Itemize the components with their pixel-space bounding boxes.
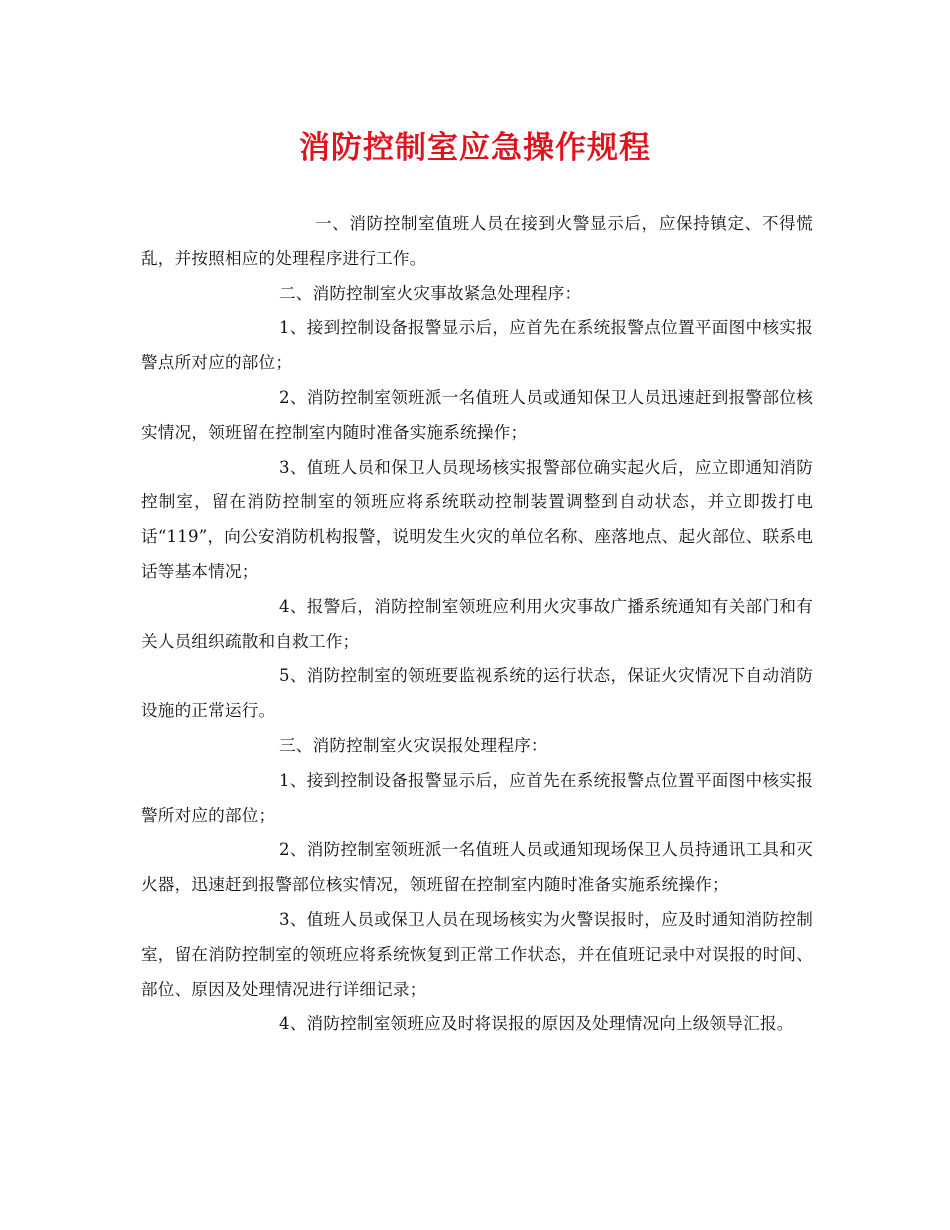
paragraph-step: 3、值班人员和保卫人员现场核实报警部位确实起火后，应立即通知消防控制室，留在消防控制室的领班应将系统联动控制装置调整到自动状态，并立即拨打电话“119”，向公安消防机构报警，说明发生火灾的单位名称、座落地点、起火部位、联系电话等基本情况；	[141, 457, 813, 581]
paragraph-step: 3、值班人员或保卫人员在现场核实为火警误报时，应及时通知消防控制室，留在消防控制室的领班应将系统恢复到正常工作状态，并在值班记录中对误报的时间、部位、原因及处理情况进行详细记录；	[141, 909, 813, 999]
paragraph-step: 1、接到控制设备报警显示后，应首先在系统报警点位置平面图中核实报警点所对应的部位；	[141, 318, 813, 373]
paragraph-step: 2、消防控制室领班派一名值班人员或通知现场保卫人员持通讯工具和灭火器，迅速赶到报警部位核实情况，领班留在控制室内随时准备实施系统操作；	[141, 840, 813, 895]
section-heading-fire-emergency: 二、消防控制室火灾事故紧急处理程序：	[279, 283, 582, 303]
paragraph-step: 1、接到控制设备报警显示后，应首先在系统报警点位置平面图中核实报警所对应的部位；	[141, 770, 813, 825]
paragraph-step: 4、消防控制室领班应及时将误报的原因及处理情况向上级领导汇报。	[279, 1014, 794, 1034]
paragraph-intro: 一、消防控制室值班人员在接到火警显示后，应保持镇定、不得慌乱，并按照相应的处理程序进行工作。	[141, 214, 813, 268]
paragraph-step: 5、消防控制室的领班要监视系统的运行状态，保证火灾情况下自动消防设施的正常运行。	[141, 666, 813, 721]
document-title: 消防控制室应急操作规程	[299, 130, 651, 166]
section-heading-false-alarm: 三、消防控制室火灾误报处理程序：	[279, 735, 548, 755]
paragraph-step: 2、消防控制室领班派一名值班人员或通知保卫人员迅速赶到报警部位核实情况，领班留在控制室内随时准备实施系统操作；	[141, 387, 813, 442]
document-body	[141, 207, 813, 1042]
paragraph-step: 4、报警后，消防控制室领班应利用火灾事故广播系统通知有关部门和有关人员组织疏散和自救工作；	[141, 596, 813, 651]
